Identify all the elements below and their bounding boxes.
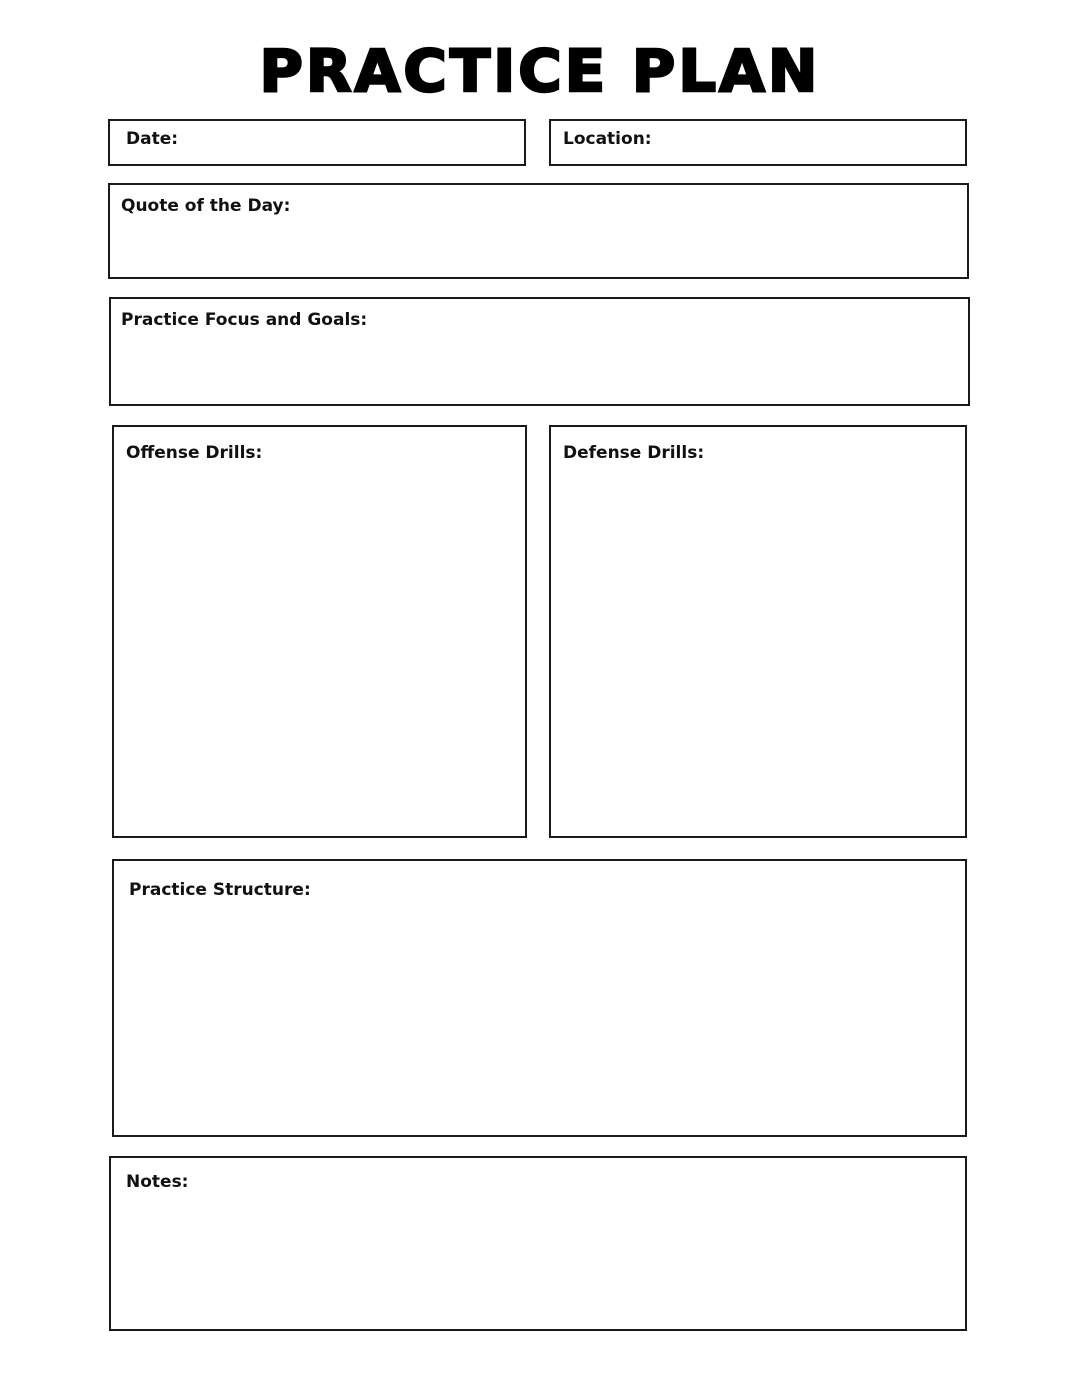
- offense-drills-label: Offense Drills:: [126, 443, 263, 463]
- notes-label: Notes:: [126, 1172, 189, 1192]
- practice-focus-field[interactable]: [109, 297, 970, 406]
- defense-drills-label: Defense Drills:: [563, 443, 705, 463]
- practice-structure-label: Practice Structure:: [129, 880, 311, 900]
- defense-drills-field[interactable]: [549, 425, 967, 838]
- date-label: Date:: [126, 129, 179, 149]
- page-title: PRACTICE PLAN: [259, 37, 821, 105]
- location-field[interactable]: [549, 119, 967, 166]
- quote-of-the-day-label: Quote of the Day:: [121, 196, 291, 216]
- notes-field[interactable]: [109, 1156, 967, 1331]
- practice-structure-field[interactable]: [112, 859, 967, 1137]
- location-label: Location:: [563, 129, 652, 149]
- offense-drills-field[interactable]: [112, 425, 527, 838]
- practice-focus-label: Practice Focus and Goals:: [121, 310, 368, 330]
- date-field[interactable]: [108, 119, 526, 166]
- quote-of-the-day-field[interactable]: [108, 183, 969, 279]
